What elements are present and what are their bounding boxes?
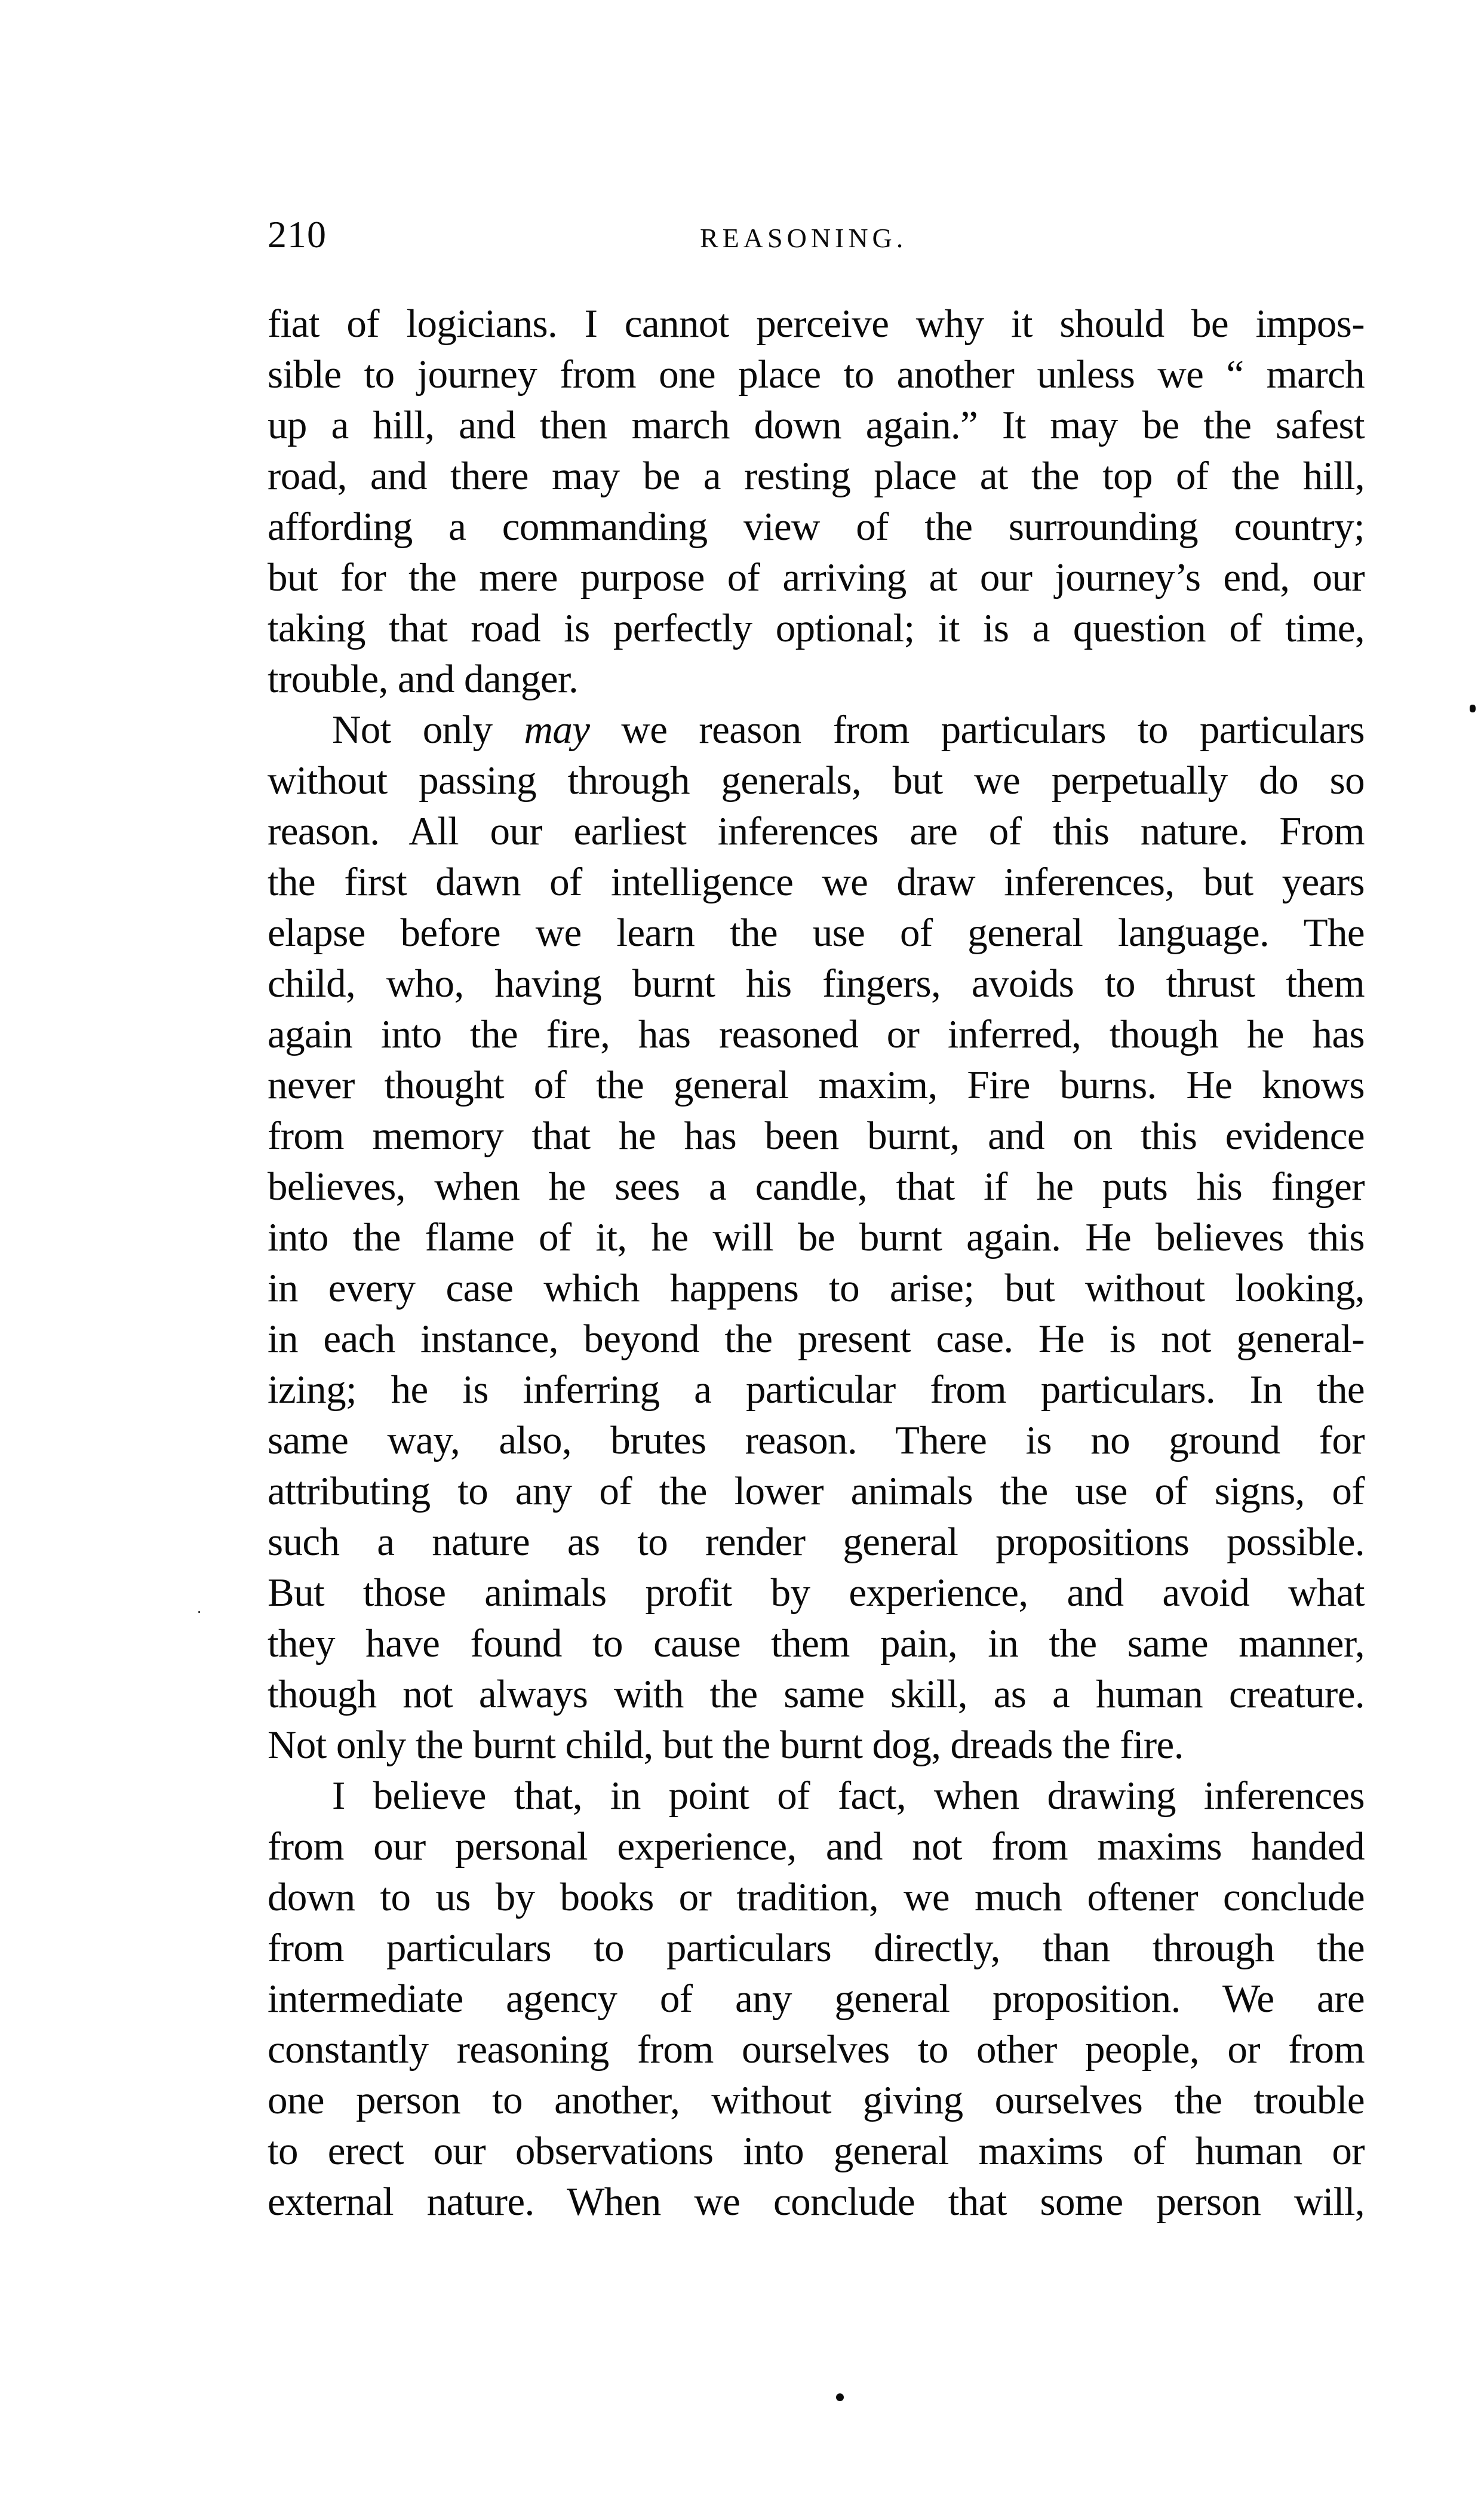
text-line: to erect our observations into general maxims of human or [268,2129,1365,2173]
text-line: sible to journey from one place to another unless we “ march [268,352,1365,397]
text-line: believes, when he sees a candle, that if he puts his finger [268,1164,1365,1209]
text-span: we reason from particulars to particulars [589,708,1365,752]
text-line: but for the mere purpose of arriving at our journey’s end, our [268,555,1365,600]
text-line: never thought of the general maxim, Fire burns. He knows [268,1063,1365,1107]
text-line: down to us by books or tradition, we much oftener conclude [268,1875,1365,1919]
text-line: up a hill, and then march down again.” It may be the safest [268,403,1365,447]
text-line: elapse before we learn the use of general language. The [268,911,1365,955]
text-line: izing; he is inferring a particular from particulars. In the [268,1367,1365,1412]
text-line: same way, also, brutes reason. There is no ground for [268,1418,1365,1462]
running-title: REASONING. [700,223,908,253]
page-number: 210 [268,213,327,256]
text-line: attributing to any of the lower animals the use of signs, of [268,1469,1365,1513]
text-line: in every case which happens to arise; but without looking, [268,1266,1365,1310]
text-line: trouble, and danger. [268,657,579,701]
text-line: affording a commanding view of the surrounding country; [268,505,1365,549]
text-line: reason. All our earliest inferences are of this nature. From [268,809,1365,853]
text-line-paragraph-start: I believe that, in point of fact, when drawing inferences [332,1774,1365,1818]
text-line: the first dawn of intelligence we draw inferences, but years [268,860,1365,904]
ink-speck [1470,705,1476,712]
text-line: again into the fire, has reasoned or inferred, though he has [268,1012,1365,1056]
text-line: fiat of logicians. I cannot perceive why it should be impos- [268,302,1365,346]
text-line: road, and there may be a resting place at the top of the hill, [268,454,1365,498]
text-line: in each instance, beyond the present case. He is not general- [268,1317,1365,1361]
text-line-paragraph-start [332,705,1365,755]
text-line: without passing through generals, but we perpetually do so [268,758,1365,803]
text-line: from memory that he has been burnt, and on this evidence [268,1114,1365,1158]
text-line: Not only the burnt child, but the burnt dog, dreads the fire. [268,1723,1184,1767]
text-line: intermediate agency of any general proposition. We are [268,1977,1365,2021]
text-line: such a nature as to render general propositions possible. [268,1520,1365,1564]
text-line: from particulars to particulars directly, than through the [268,1926,1365,1970]
text-line: external nature. When we conclude that some person will, [268,2180,1365,2224]
text-line: into the flame of it, he will be burnt again. He believes this [268,1215,1365,1259]
text-line: they have found to cause them pain, in the same manner, [268,1621,1365,1665]
text-span: Not only [332,708,524,752]
text-line: child, who, having burnt his fingers, avoids to thrust them [268,961,1365,1006]
running-head [268,214,1365,256]
text-line: though not always with the same skill, as a human creature. [268,1672,1365,1716]
text-line: one person to another, without giving ourselves the trouble [268,2078,1365,2122]
text-line: from our personal experience, and not from maxims handed [268,1824,1365,1869]
ink-speck [198,1611,200,1613]
text-line: taking that road is perfectly optional; it is a question of time, [268,606,1365,650]
text-line: But those animals profit by experience, and avoid what [268,1571,1365,1615]
ink-dot [836,2393,844,2401]
text-line: constantly reasoning from ourselves to other people, or from [268,2027,1365,2072]
italic-emphasis: may [524,708,590,752]
